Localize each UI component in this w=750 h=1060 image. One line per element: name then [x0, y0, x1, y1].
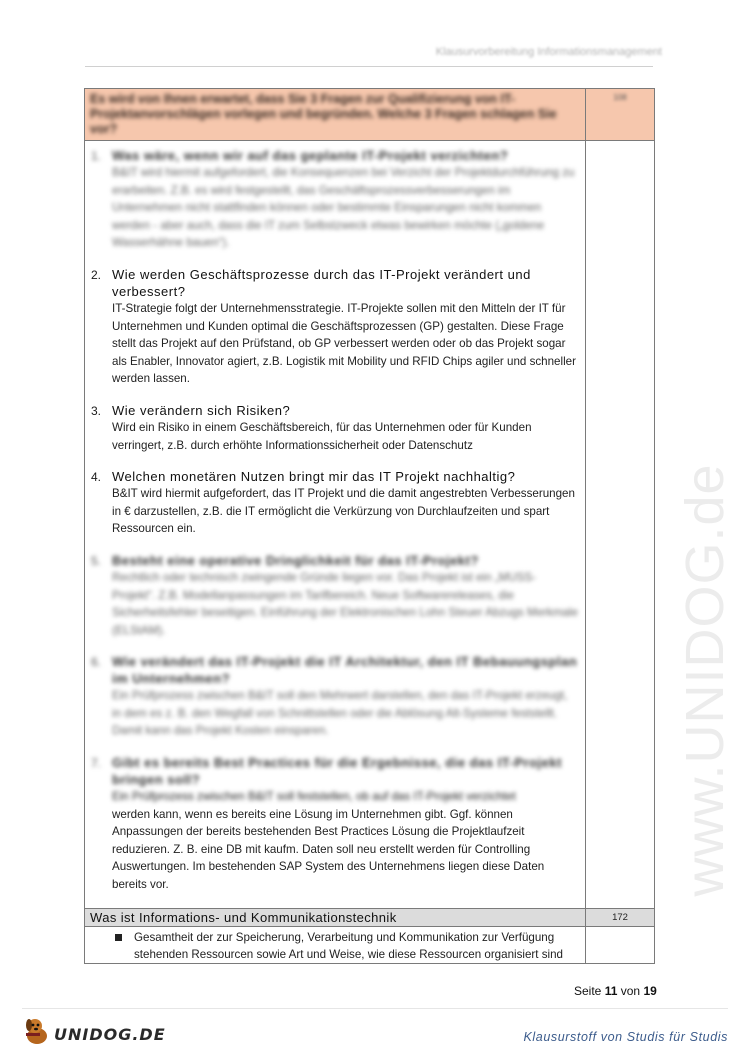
- item-question: Welchen monetären Nutzen bringt mir das IT Projekt nachhaltig?: [112, 469, 516, 485]
- answer-item-3: [85, 402, 585, 454]
- dog-mascot-icon: [22, 1016, 52, 1046]
- item-number: 1.: [91, 149, 102, 163]
- item-number: 6.: [91, 655, 102, 670]
- answer-row: [85, 141, 655, 909]
- page-total: 19: [643, 984, 657, 998]
- square-bullet-icon: [115, 934, 122, 941]
- answer-item-6: [85, 653, 585, 740]
- answer-item-7: [85, 754, 585, 894]
- item-answer: werden kann, wenn es bereits eine Lösung im Unternehmen gibt. Ggf. können Anpassungen der bereits bestehenden Best Practices Lösung die Projektlaufzeit reduzieren. Z. B. eine DB mit kaufm. Daten soll neu erstellt werden für Controlling Auswertungen. Im bestehenden SAP System des Unternehmens liegen diese Daten bereits vor.: [112, 807, 545, 892]
- footer-slogan: Klausurstoff von Studis für Studis: [523, 1030, 728, 1044]
- item-question: Was wäre, wenn wir auf das geplante IT-Projekt verzichten?: [112, 148, 509, 163]
- item-answer: IT-Strategie folgt der Unternehmensstrategie. IT-Projekte sollen mit den Mitteln der IT für Unternehmen und Kunden optimal die Geschäftsprozessen (GP) gestalten. Diese Frage stellt das Projekt auf den Prüfstand, ob GP verbessert werden oder ob das Projekt sogar als Enabler, Innovator agiert, z.B. Logistik mit Mobility und RFID Chips agiler und schneller werden lassen.: [112, 301, 576, 386]
- item-answer: B&IT wird hiermit aufgefordert, die Konsequenzen bei Verzicht der Projektdurchführung zu erarbeiten. Z.B. es wird festgestellt, das Geschäftsprozessverbesserungen im Unternehmen nicht stattfinden können oder bestimmte Einsparungen nicht kommen werden - aber auch, dass die IT zum Selbstzweck etwas bewirken möchte („goldene Wasserhähne bauen“).: [112, 166, 575, 250]
- item-question: Wie verändert das IT-Projekt die IT Architektur, den IT Bebauungsplan im Unternehmen?: [112, 654, 578, 687]
- item-answer: Rechtlich oder technisch zwingende Gründe liegen vor. Das Projekt ist ein „MUSS-Projekt“. Z.B. Modellanpassungen im Tarifbereich. Neue Softwarereleases, die Sicherheitsfehler beseitigen. Einführung der Elektronischen Lohn Steuer Abzugs Merkmale (ELStAM).: [112, 570, 578, 637]
- item-number: 3.: [91, 403, 102, 418]
- item-number: 2.: [91, 267, 102, 282]
- running-header: Klausurvorbereitung Informationsmanagement: [435, 46, 662, 58]
- item-question: Wie verändern sich Risiken?: [112, 402, 291, 418]
- section-header-row: [85, 908, 655, 926]
- page-number: [574, 984, 657, 998]
- header-rule: [85, 66, 653, 67]
- section-number: 172: [612, 911, 628, 923]
- watermark: www.UNIDOG.de: [675, 463, 735, 897]
- qa-table: [84, 88, 655, 964]
- item-answer: Ein Prüfprozess zwischen B&IT soll den Mehrwert darstellen, den das IT-Projekt erzeugt, in dem es z. B. den Wegfall von Schnittstellen oder die Ablösung Alt-Systeme feststellt. Damit kann das Projekt Kosten einsparen.: [112, 689, 568, 738]
- logo-text: UNIDOG.DE: [54, 1024, 166, 1044]
- section-answer-row: [85, 926, 655, 963]
- item-answer-blurred-line: Ein Prüfprozess zwischen B&IT soll feststellen, ob auf das IT-Projekt verzichtet: [112, 790, 516, 804]
- answer-item-5: [85, 552, 585, 639]
- answer-item-1: [85, 147, 585, 252]
- item-question: Besteht eine operative Dringlichkeit für das IT-Projekt?: [112, 552, 479, 568]
- item-number: 5.: [91, 553, 102, 568]
- item-question: Wie werden Geschäftsprozesse durch das IT-Projekt verändert und verbessert?: [112, 266, 531, 299]
- page-current: 11: [604, 984, 618, 998]
- item-question: Gibt es bereits Best Practices für die Ergebnisse, die das IT-Projekt bringen soll?: [112, 755, 562, 788]
- item-answer: B&IT wird hiermit aufgefordert, das IT Projekt und die damit angestrebten Verbesserungen in € darzustellen, z.B. die IT ermöglicht die Verkürzung von Durchlaufzeiten und spart Ressourcen ein.: [112, 487, 575, 536]
- bullet-text: Gesamtheit der zur Speicherung, Verarbeitung und Kommunikation zur Verfügung stehenden Ressourcen sowie Art und Weise, wie diese Ressourcen organisiert sind: [134, 930, 563, 961]
- answer-item-4: [85, 468, 585, 538]
- answer-item-2: [85, 266, 585, 388]
- page-mid: von: [620, 984, 641, 998]
- question-title: Es wird von Ihnen erwartet, dass Sie 3 Fragen zur Qualifizierung von IT-Projektanvorschlägen vorlegen und begründen. Welche 3 Fragen schlagen Sie vor?: [90, 92, 557, 136]
- item-number: 7.: [91, 756, 102, 771]
- unidog-logo: [22, 1016, 166, 1046]
- item-number: 4.: [91, 470, 102, 485]
- item-answer: Wird ein Risiko in einem Geschäftsbereich, für das Unternehmen oder für Kunden verringert, z.B. durch erhöhte Informationssicherheit oder Datenschutz: [112, 420, 532, 452]
- bullet-item: [85, 927, 585, 963]
- page-prefix: Seite: [574, 984, 602, 998]
- question-header-row: [85, 89, 655, 141]
- footer-rule: [22, 1008, 728, 1009]
- question-number: 108: [613, 93, 627, 102]
- section-title: Was ist Informations- und Kommunikationstechnik: [90, 909, 397, 925]
